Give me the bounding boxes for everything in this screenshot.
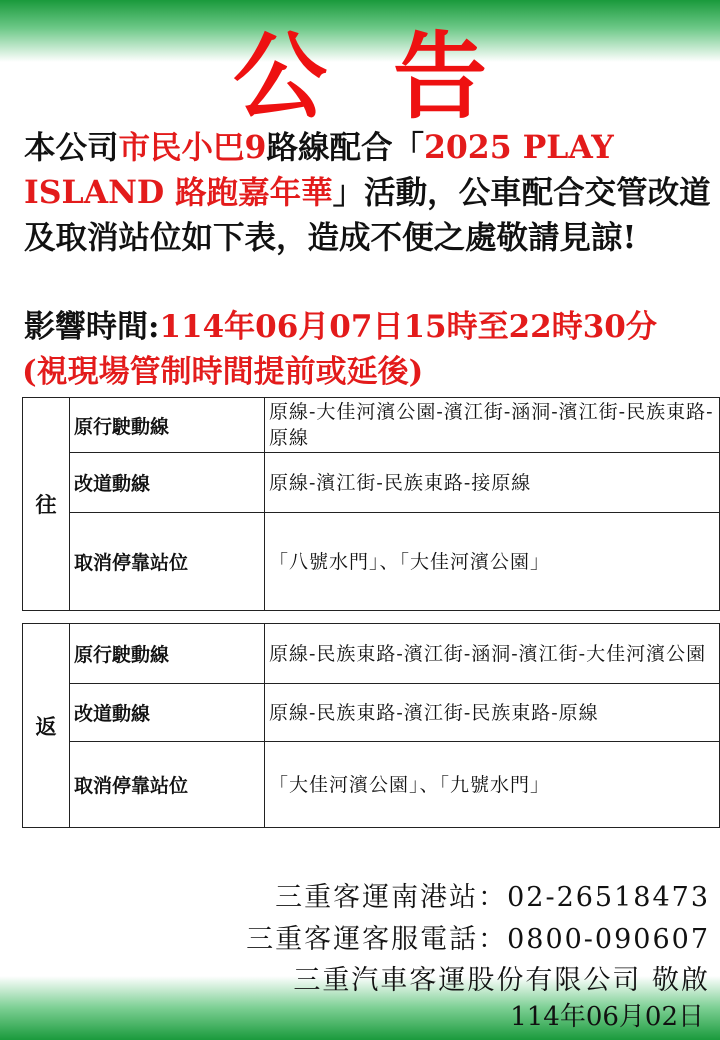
event-name: 2025 PLAY ISLAND 路跑嘉年華 — [24, 129, 614, 211]
row-label: 取消停靠站位 — [70, 513, 265, 611]
route-name: 市民小巴9 — [118, 129, 267, 166]
affected-time-value: 114年06月07日15時至22時30分 — [159, 309, 657, 345]
table-row — [23, 453, 720, 513]
row-value: 「大佳河濱公園」、「九號水門」 — [265, 742, 720, 828]
row-label: 原行駛動線 — [70, 398, 265, 453]
direction-cell-return: 返 — [23, 624, 70, 828]
page-title: 公告 — [232, 23, 553, 132]
row-label: 改道動線 — [70, 453, 265, 513]
row-label: 取消停靠站位 — [70, 742, 265, 828]
affected-time — [24, 305, 718, 349]
row-value: 「八號水門」、「大佳河濱公園」 — [265, 513, 720, 611]
affected-time-label: 影響時間: — [24, 309, 160, 345]
company-signature: 三重汽車客運股份有限公司 敬啟 — [293, 965, 710, 996]
row-label: 原行駛動線 — [70, 624, 265, 684]
notice-text-1: 本公司 — [24, 129, 119, 166]
notice-date: 114年06月02日 — [510, 1002, 704, 1032]
notice-text-3: 」活動，公車配合交管改道及取消站位如下表，造成不便之處敬請見諒! — [24, 174, 711, 256]
station-phone: 三重客運南港站：02-26518473 — [275, 882, 710, 913]
service-phone: 三重客運客服電話：0800-090607 — [246, 924, 710, 955]
row-value: 原線-濱江街-民族東路-接原線 — [265, 453, 720, 513]
notice-paragraph — [24, 125, 714, 260]
row-label: 改道動線 — [70, 684, 265, 742]
time-note: (視現場管制時間提前或延後) — [22, 354, 424, 390]
row-value: 原線-民族東路-濱江街-民族東路-原線 — [265, 684, 720, 742]
table-row — [23, 742, 720, 828]
table-row — [23, 398, 720, 453]
row-value: 原線-大佳河濱公園-濱江街-涵洞-濱江街-民族東路-原線 — [265, 398, 720, 453]
direction-cell-outbound: 往 — [23, 398, 70, 611]
notice-text-2: 路線配合「 — [266, 129, 424, 166]
table-row — [23, 624, 720, 684]
return-route-table — [22, 623, 720, 828]
table-row — [23, 684, 720, 742]
outbound-route-table — [22, 397, 720, 611]
table-row — [23, 513, 720, 611]
row-value: 原線-民族東路-濱江街-涵洞-濱江街-大佳河濱公園 — [265, 624, 720, 684]
